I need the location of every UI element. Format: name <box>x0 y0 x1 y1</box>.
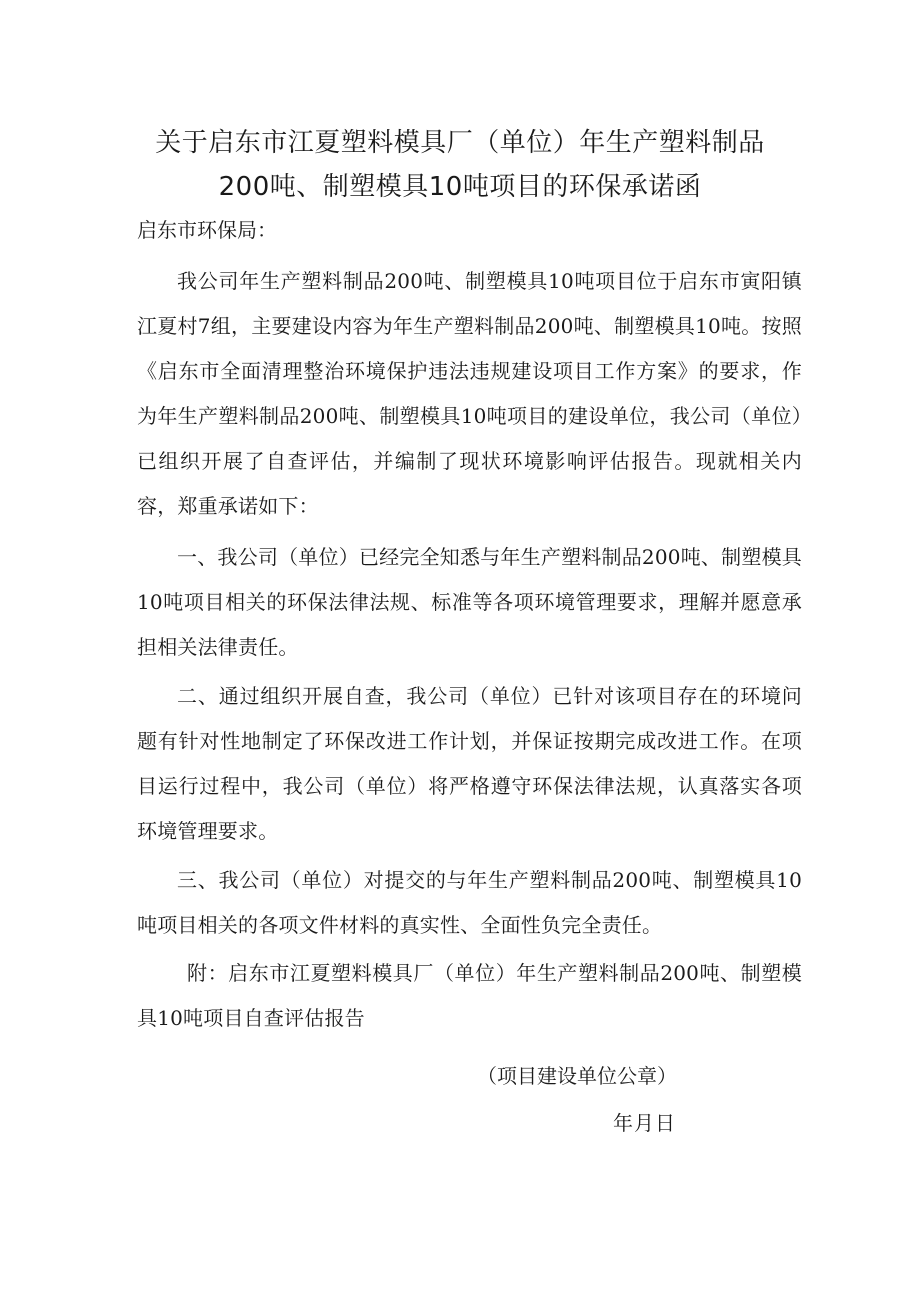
intro-paragraph: 我公司年生产塑料制品200吨、制塑模具10吨项目位于启东市寅阳镇江夏村7组，主要建设内容为年生产塑料制品200吨、制塑模具10吨。按照《启东市全面清理整治环境保护违法违规建设项目工作方案》的要求，作为年生产塑料制品200吨、制塑模具10吨项目的建设单位，我公司（单位）已组织开展了自查评估，并编制了现状环境影响评估报告。现就相关内容，郑重承诺如下： <box>137 269 802 518</box>
seal-placeholder: （项目建设单位公章） <box>477 1064 677 1088</box>
commitment-paragraph-1: 一、我公司（单位）已经完全知悉与年生产塑料制品200吨、制塑模具10吨项目相关的环保法律法规、标准等各项环境管理要求，理解并愿意承担相关法律责任。 <box>137 545 802 659</box>
attachment-note: 附：启东市江夏塑料模具厂（单位）年生产塑料制品200吨、制塑模具10吨项目自查评估报告 <box>137 961 802 1030</box>
commitment-paragraph-2: 二、通过组织开展自查，我公司（单位）已针对该项目存在的环境问题有针对性地制定了环保改进工作计划，并保证按期完成改进工作。在项目运行过程中，我公司（单位）将严格遵守环保法律法规，认真落实各项环境管理要求。 <box>137 684 802 843</box>
date-line: 年月日 <box>613 1111 676 1135</box>
salutation: 启东市环保局： <box>137 218 277 242</box>
document-title-line-1: 关于启东市江夏塑料模具厂（单位）年生产塑料制品 <box>155 128 765 158</box>
document-title-line-2: 200吨、制塑模具10吨项目的环保承诺函 <box>218 172 702 202</box>
commitment-paragraph-3: 三、我公司（单位）对提交的与年生产塑料制品200吨、制塑模具10吨项目相关的各项文件材料的真实性、全面性负完全责任。 <box>137 868 802 937</box>
